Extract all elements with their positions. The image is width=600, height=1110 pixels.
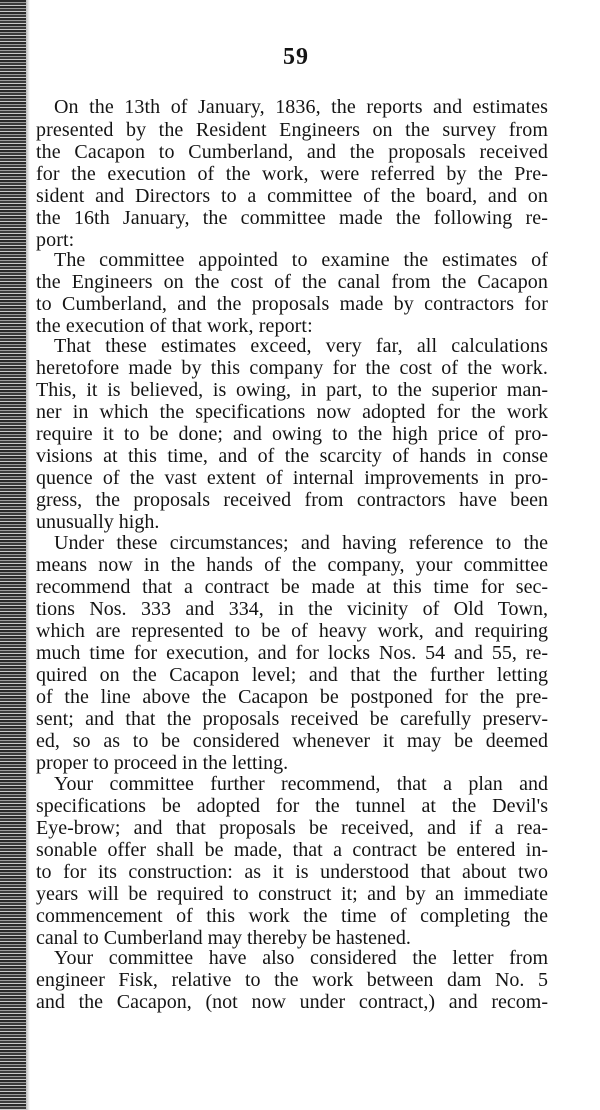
text-line: Under these circumstances; and having reference to the bbox=[54, 532, 548, 554]
text-line: engineer Fisk, relative to the work between dam No. 5 bbox=[36, 969, 548, 991]
text-line: the execution of that work, report: bbox=[36, 315, 313, 337]
text-line: Eye-brow; and that proposals be received, and if a rea- bbox=[36, 817, 548, 839]
text-line: for the execution of the work, were referred by the Pre- bbox=[36, 163, 548, 185]
text-line: That these estimates exceed, very far, all calculations bbox=[54, 335, 548, 357]
text-line: to Cumberland, and the proposals made by contractors for bbox=[36, 293, 548, 315]
text-line: proper to proceed in the letting. bbox=[36, 752, 289, 774]
text-line: means now in the hands of the company, your committee bbox=[36, 554, 548, 576]
text-line: presented by the Resident Engineers on the survey from bbox=[36, 119, 548, 141]
text-line: quired on the Cacapon level; and that the further letting bbox=[36, 664, 548, 686]
text-line: This, it is believed, is owing, in part, to the superior man- bbox=[36, 379, 548, 401]
text-line: On the 13th of January, 1836, the reports and estimates bbox=[54, 96, 548, 118]
text-line: Your committee further recommend, that a plan and bbox=[54, 773, 548, 795]
page-number: 59 bbox=[283, 44, 309, 70]
text-line: visions at this time, and of the scarcity of hands in conse bbox=[36, 445, 548, 467]
text-line: heretofore made by this company for the cost of the work. bbox=[36, 357, 548, 379]
text-line: the Cacapon to Cumberland, and the proposals received bbox=[36, 141, 548, 163]
text-line: and the Cacapon, (not now under contract,) and recom- bbox=[36, 991, 548, 1013]
book-binding-edge bbox=[0, 0, 26, 1110]
text-line: tions Nos. 333 and 334, in the vicinity of Old Town, bbox=[36, 598, 548, 620]
text-line: sonable offer shall be made, that a contract be entered in- bbox=[36, 839, 548, 861]
text-line: quence of the vast extent of internal improvements in pro- bbox=[36, 467, 548, 489]
text-line: the Engineers on the cost of the canal from the Cacapon bbox=[36, 271, 548, 293]
text-line: port: bbox=[36, 229, 75, 251]
text-line: the 16th January, the committee made the following re- bbox=[36, 207, 548, 229]
text-line: The committee appointed to examine the estimates of bbox=[54, 249, 548, 271]
text-line: sident and Directors to a committee of the board, and on bbox=[36, 185, 548, 207]
text-line: years will be required to construct it; and by an immediate bbox=[36, 883, 548, 905]
text-line: unusually high. bbox=[36, 511, 160, 533]
text-line: of the line above the Cacapon be postponed for the pre- bbox=[36, 686, 548, 708]
text-line: gress, the proposals received from contractors have been bbox=[36, 489, 548, 511]
text-line: commencement of this work the time of completing the bbox=[36, 905, 548, 927]
text-line: specifications be adopted for the tunnel at the Devil's bbox=[36, 795, 548, 817]
text-line: to for its construction: as it is understood that about two bbox=[36, 861, 548, 883]
text-line: canal to Cumberland may thereby be hastened. bbox=[36, 927, 411, 949]
text-line: recommend that a contract be made at this time for sec- bbox=[36, 576, 548, 598]
text-line: ed, so as to be considered whenever it may be deemed bbox=[36, 730, 548, 752]
text-line: Your committee have also considered the letter from bbox=[54, 947, 548, 969]
text-line: require it to be done; and owing to the high price of pro- bbox=[36, 423, 548, 445]
text-line: much time for execution, and for locks Nos. 54 and 55, re- bbox=[36, 642, 548, 664]
book-page bbox=[36, 0, 556, 1110]
text-line: sent; and that the proposals received be carefully preserv- bbox=[36, 708, 548, 730]
text-line: which are represented to be of heavy work, and requiring bbox=[36, 620, 548, 642]
text-line: ner in which the specifications now adopted for the work bbox=[36, 401, 548, 423]
